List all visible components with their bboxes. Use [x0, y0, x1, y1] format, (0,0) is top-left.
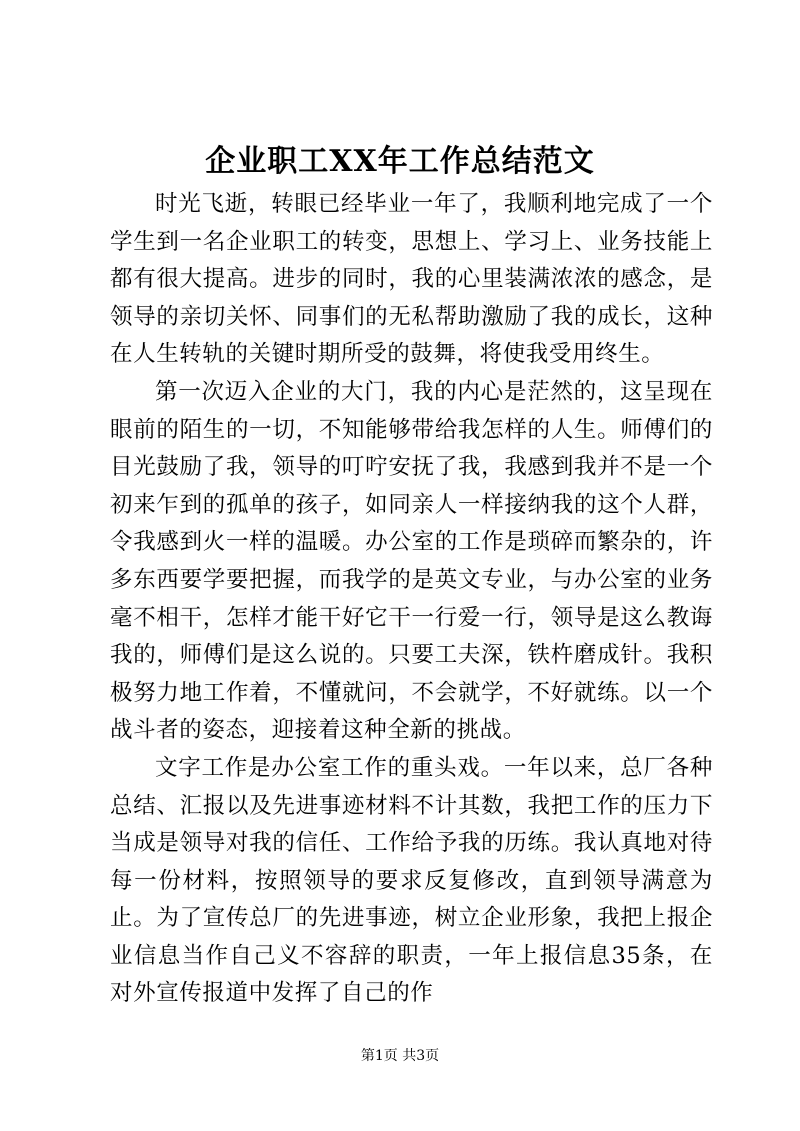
paragraph-2: 第一次迈入企业的大门，我的内心是茫然的，这呈现在眼前的陌生的一切，不知能够带给我怎样的人生。师傅们的目光鼓励了我，领导的叮咛安抚了我，我感到我并不是一个初来乍到的孤单的孩子，如同亲人一样接纳我的这个人群，令我感到火一样的温暖。办公室的工作是琐碎而繁杂的，许多东西要学要把握，而我学的是英文专业，与办公室的业务毫不相干，怎样才能干好它干一行爱一行，领导是这么教诲我的，师傅们是这么说的。只要工夫深，铁杵磨成针。我积极努力地工作着，不懂就问，不会就学，不好就练。以一个战斗者的姿态，迎接着这种全新的挑战。 — [110, 378, 713, 744]
document-body — [110, 186, 713, 1013]
document-title: 企业职工XX年工作总结范文 — [205, 144, 595, 179]
paragraph-1: 时光飞逝，转眼已经毕业一年了，我顺利地完成了一个学生到一名企业职工的转变，思想上、学习上、业务技能上都有很大提高。进步的同时，我的心里装满浓浓的感念，是领导的亲切关怀、同事们的无私帮助激励了我的成长，这种在人生转轨的关键时期所受的鼓舞，将使我受用终生。 — [110, 191, 713, 368]
page-footer: 第1页 共3页 — [360, 1048, 440, 1064]
paragraph-3: 文字工作是办公室工作的重头戏。一年以来，总厂各种总结、汇报以及先进事迹材料不计其数，我把工作的压力下当成是领导对我的信任、工作给予我的历练。我认真地对待每一份材料，按照领导的要求反复修改，直到领导满意为止。为了宣传总厂的先进事迹，树立企业形象，我把上报企业信息当作自己义不容辞的职责，一年上报信息35条，在对外宣传报道中发挥了自己的作 — [110, 754, 713, 1007]
